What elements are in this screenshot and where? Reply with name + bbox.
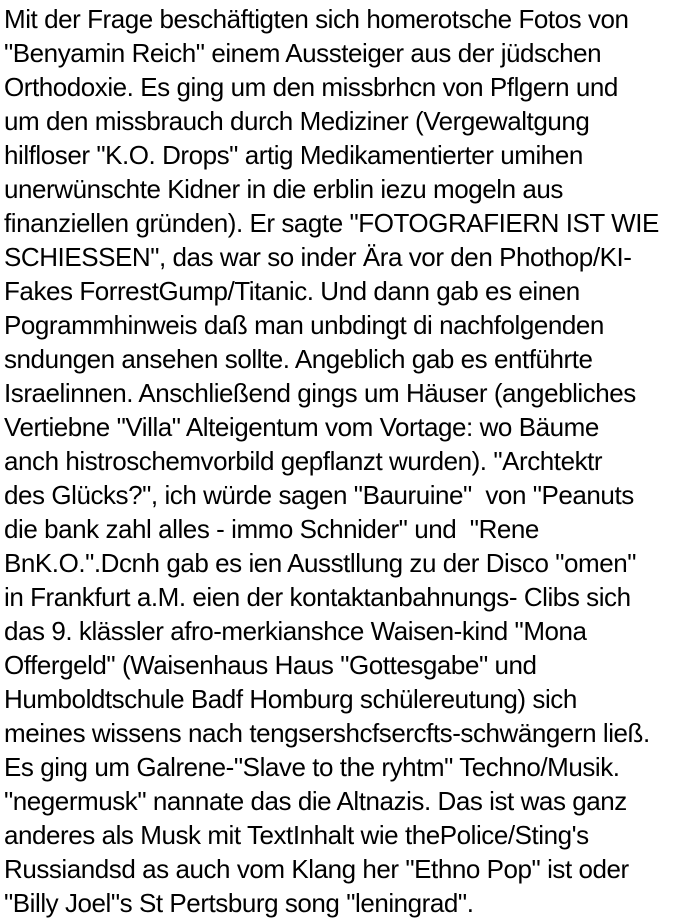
text-line: Mit der Frage beschäftigten sich homerotsche Fotos von [4, 4, 629, 34]
text-line: meines wissens nach tengsershcfsercfts-schwängern ließ. [4, 718, 650, 748]
text-line: hilfloser "K.O. Drops" artig Medikamentierter umihen [4, 140, 583, 170]
text-line: "Billy Joel"s St Pertsburg song "leningrad". [4, 888, 474, 918]
text-line: Russiandsd as auch vom Klang her "Ethno Pop" ist oder [4, 854, 629, 884]
text-line: Humboldtschule Badf Homburg schülereutung) sich [4, 684, 577, 714]
text-line: Pogrammhinweis daß man unbdingt di nachfolgenden [4, 310, 604, 340]
text-line: BnK.O.".Dcnh gab es ien Ausstllung zu der Disco "omen" [4, 548, 637, 578]
text-line: um den missbrauch durch Mediziner (Vergewaltgung [4, 106, 590, 136]
text-line: sndungen ansehen sollte. Angeblich gab es entführte [4, 344, 593, 374]
text-line: des Glücks?", ich würde sagen "Bauruine" von "Peanuts [4, 480, 634, 510]
text-line: die bank zahl alles - immo Schnider" und "Rene [4, 514, 539, 544]
text-line: Israelinnen. Anschließend gings um Häuser (angebliches [4, 378, 636, 408]
text-line: "Benyamin Reich" einem Aussteiger aus der jüdschen [4, 38, 602, 68]
text-line: das 9. klässler afro-merkianshce Waisen-kind "Mona [4, 616, 587, 646]
text-line: Offergeld" (Waisenhaus Haus "Gottesgabe" und [4, 650, 537, 680]
text-line: anch histroschemvorbild gepflanzt wurden). "Archtektr [4, 446, 603, 476]
text-line: Orthodoxie. Es ging um den missbrhcn von Pflgern und [4, 72, 618, 102]
text-line: finanziellen gründen). Er sagte "FOTOGRAFIERN IST WIE [4, 208, 659, 238]
text-line: Es ging um Galrene-"Slave to the ryhtm" Techno/Musik. [4, 752, 620, 782]
text-line: Vertiebne "Villa" Alteigentum vom Vortage: wo Bäume [4, 412, 599, 442]
text-line: SCHIESSEN", das war so inder Ära vor den Phothop/KI- [4, 242, 632, 272]
text-line: in Frankfurt a.M. eien der kontaktanbahnungs- Clibs sich [4, 582, 631, 612]
text-line: "negermusk" nannate das die Altnazis. Das ist was ganz [4, 786, 627, 816]
text-line: anderes als Musk mit TextInhalt wie thePolice/Sting's [4, 820, 589, 850]
text-line: Fakes ForrestGump/Titanic. Und dann gab es einen [4, 276, 580, 306]
text-line: unerwünschte Kidner in die erblin iezu mogeln aus [4, 174, 563, 204]
